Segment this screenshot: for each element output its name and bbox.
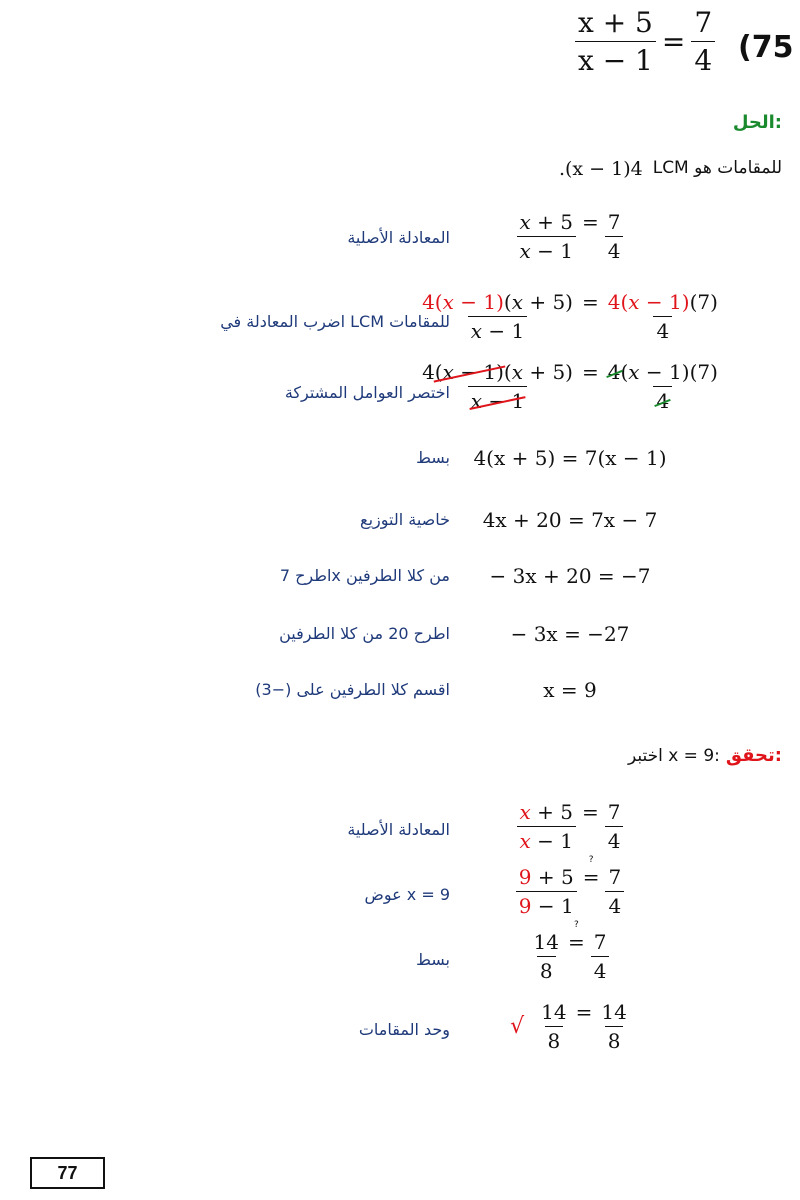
- lcm-line: [559, 158, 782, 180]
- eq-solution: x = 9: [543, 678, 597, 702]
- problem-lhs-num: x + 5: [578, 6, 653, 39]
- eq-simplify: 4(x + 5) = 7(x − 1): [473, 446, 667, 470]
- check-label-common-denom: وحد المقامات: [358, 1020, 450, 1039]
- solution-heading: الحل:: [732, 112, 782, 133]
- step-label-original: المعادلة الأصلية: [347, 228, 450, 247]
- checkmark-icon: √: [510, 1014, 525, 1039]
- step-label-subtract-7x: اطرح 7x من كلا الطرفين: [279, 566, 450, 585]
- check-eq-original: $\frac{x + 5}{x - 1}$ = $\frac{7}{4}$: [380, 800, 760, 853]
- problem-rhs-den: 4: [691, 41, 715, 77]
- step-label-divide: اقسم كلا الطرفين على (−3): [255, 680, 450, 699]
- step-label-cancel: اختصر العوامل المشتركة: [284, 383, 450, 402]
- eq-cancel: $\frac{4(x - 1)(x + 5)}{x - 1}$ = $\frac{4(x - 1)(7)}{4}$: [422, 360, 718, 413]
- check-eq-substitute: $\frac{9 + 5}{9 - 1}$ ? = $\frac{7}{4}$: [380, 865, 760, 918]
- eq-original: $\frac{x + 5}{x - 1}$ = $\frac{7}{4}$: [380, 210, 760, 263]
- check-label-original: المعادلة الأصلية: [347, 820, 450, 839]
- check-heading: تحقق:: [725, 745, 782, 766]
- problem-rhs-fraction: [691, 6, 715, 77]
- problem-lhs-fraction: [575, 6, 656, 77]
- check-eq-simplify: $\frac{14}{8}$ ? = $\frac{7}{4}$: [380, 930, 760, 983]
- eq-subtract-7x: − 3x + 20 = −7: [489, 564, 651, 588]
- eq-multiply-lcm: $\frac{4(x - 1)(x + 5)}{x - 1}$ = $\frac{4(x - 1)(7)}{4}$: [422, 290, 718, 343]
- check-label-simplify: بسط: [416, 950, 450, 969]
- step-label-distribute: خاصية التوزيع: [360, 510, 450, 529]
- problem-lhs-den: x − 1: [575, 41, 656, 77]
- step-label-multiply-lcm: اضرب المعادلة في LCM للمقامات: [220, 312, 450, 331]
- check-label-substitute: عوض x = 9: [364, 885, 450, 904]
- eq-subtract-20: − 3x = −27: [510, 622, 630, 646]
- check-text: اختبر x = 9:: [627, 746, 720, 766]
- check-line: [628, 745, 782, 766]
- step-label-simplify: بسط: [416, 448, 450, 467]
- problem-rhs-num: 7: [694, 6, 713, 39]
- problem-equation: $\frac{x + 5}{x - 1}$ = $\frac{7}{4}$: [575, 6, 715, 77]
- lcm-intro-text: LCM للمقامات هو: [652, 158, 782, 178]
- eq-distribute: 4x + 20 = 7x − 7: [482, 508, 658, 532]
- page-number: 77: [30, 1157, 105, 1189]
- lcm-value: 4(x − 1).: [558, 158, 643, 180]
- step-label-subtract-20: اطرح 20 من كلا الطرفين: [279, 624, 450, 643]
- check-eq-common-denom: √ $\frac{14}{8}$ = $\frac{14}{8}$: [510, 1000, 627, 1053]
- problem-number: 57): [738, 30, 794, 65]
